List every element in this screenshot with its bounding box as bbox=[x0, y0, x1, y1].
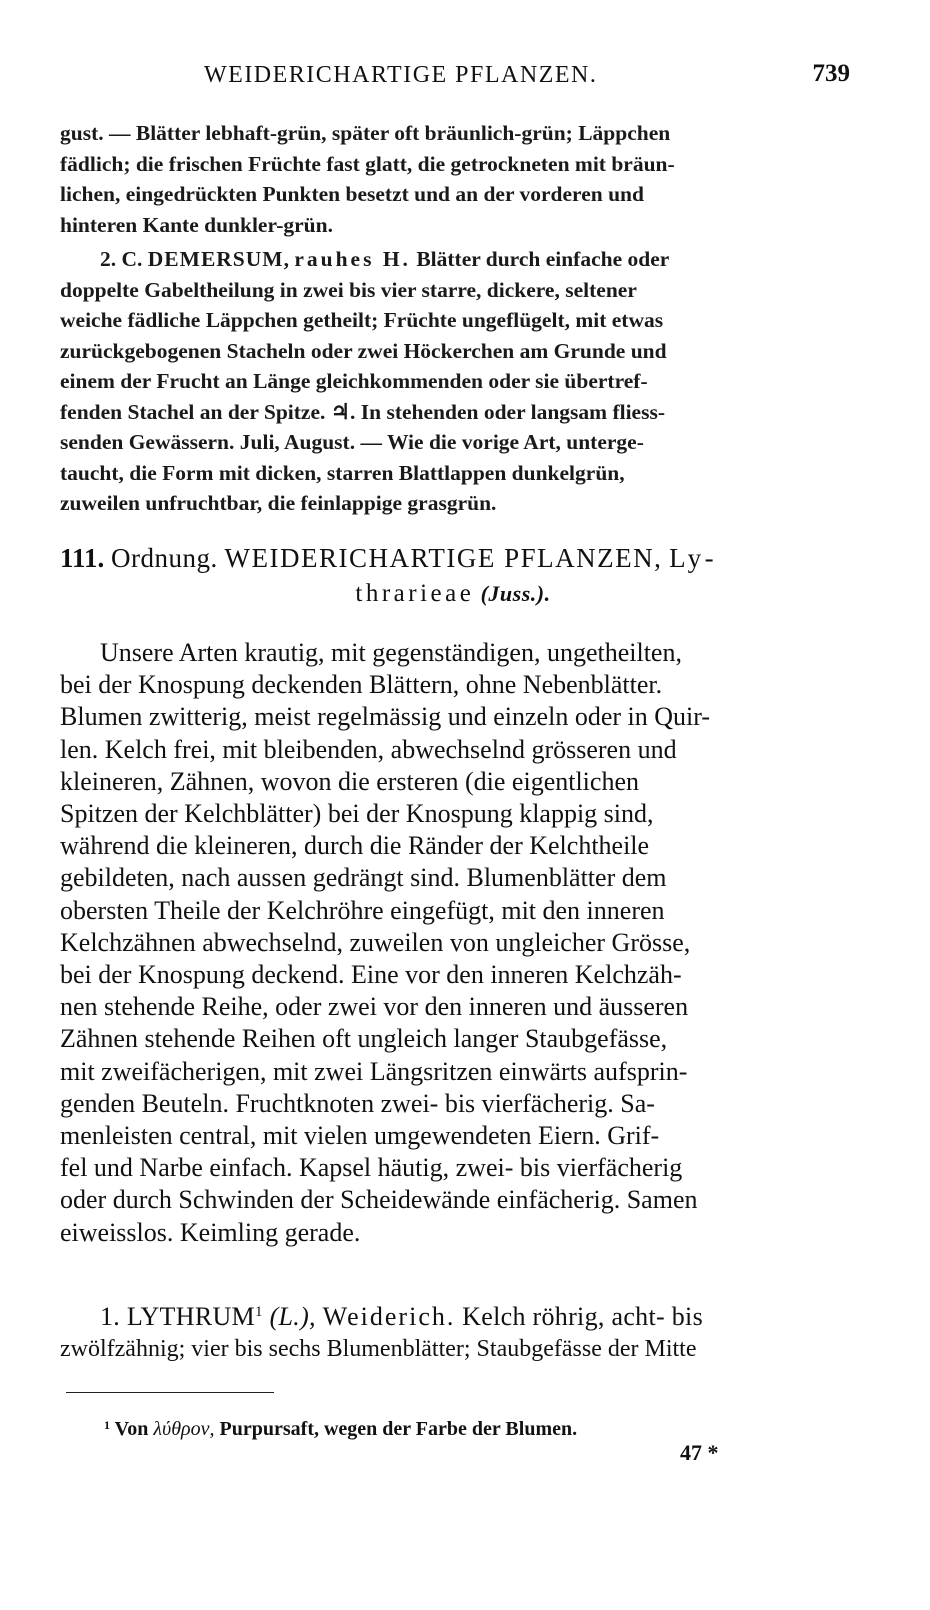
text-line: Zähnen stehende Reihen oft ungleich langer Staubgefässe, bbox=[60, 1024, 668, 1054]
text-line: obersten Theile der Kelchröhre eingefügt, mit den inneren bbox=[60, 895, 665, 925]
text-line: Blumen zwitterig, meist regelmässig und einzeln oder in Quir- bbox=[60, 702, 711, 732]
text-line: gebildeten, nach aussen gedrängt sind. Blumenblätter dem bbox=[60, 863, 667, 893]
species-entry-demersum bbox=[60, 244, 846, 519]
text-line: fädlich; die frischen Früchte fast glatt, die getrockneten mit bräun- bbox=[60, 151, 675, 176]
footnote-text: Purpursaft, wegen der Farbe der Blumen. bbox=[219, 1418, 578, 1440]
text-line: bei der Knospung deckend. Eine vor den inneren Kelchzäh- bbox=[60, 960, 682, 990]
page-header bbox=[60, 62, 850, 92]
text-line: genden Beuteln. Fruchtknoten zwei- bis vierfächerig. Sa- bbox=[60, 1088, 655, 1118]
page-number: 739 bbox=[812, 60, 850, 87]
running-title: WEIDERICHARTIGE PFLANZEN. bbox=[204, 62, 598, 88]
footnote-divider bbox=[66, 1392, 274, 1393]
text-line: senden Gewässern. Juli, August. — Wie die vorige Art, unterge- bbox=[60, 430, 644, 454]
text-line: lichen, eingedrückten Punkten besetzt und an der vorderen und bbox=[60, 182, 644, 206]
text-line: oder durch Schwinden der Scheidewände einfächerig. Samen bbox=[60, 1185, 698, 1215]
text-line: hinteren Kante dunkler-grün. bbox=[60, 212, 333, 237]
species-common-name: rauhes H. bbox=[294, 247, 411, 271]
order-latin-start: Ly- bbox=[669, 543, 718, 573]
genus-heading-line bbox=[60, 1296, 846, 1333]
genus-entry-lythrum bbox=[60, 1296, 846, 1365]
genus-authority: (L.), bbox=[269, 1302, 316, 1331]
text-line: kleineren, Zähnen, wovon die ersteren (die eigentlichen bbox=[60, 766, 639, 796]
footnote-reference: 1 bbox=[254, 1304, 263, 1320]
text-line: fenden Stachel an der Spitze. ♃. In stehenden oder langsam fliess- bbox=[60, 399, 665, 424]
text-line: Unsere Arten krautig, mit gegenständigen, ungetheilten, bbox=[100, 638, 682, 667]
text-line: zwölfzähnig; vier bis sechs Blumenblätter; Staubgefässe der Mitte bbox=[60, 1336, 697, 1363]
genus-common-name: Weiderich. bbox=[322, 1302, 456, 1331]
species-heading-line: 2. C. DEMERSUM, rauhes H. Blätter durch einfache oder bbox=[100, 247, 670, 271]
species-name: DEMERSUM bbox=[147, 247, 284, 271]
text-line: doppelte Gabeltheilung in zwei bis vier starre, dickere, seltener bbox=[60, 277, 637, 302]
text-line: Kelchzähnen abwechselnd, zuweilen von ungleicher Grösse, bbox=[60, 927, 691, 957]
order-word: Ordnung. bbox=[111, 543, 218, 573]
footnote-prefix: Von bbox=[114, 1418, 149, 1440]
text-line: einem der Frucht an Länge gleichkommenden oder sie übertref- bbox=[60, 369, 648, 393]
order-authority: (Juss.). bbox=[480, 581, 551, 606]
text-line: während die kleineren, durch die Ränder der Kelchtheile bbox=[60, 831, 650, 861]
text-line: eiweisslos. Keimling gerade. bbox=[60, 1217, 361, 1247]
text-line: gust. — Blätter lebhaft-grün, später oft bräunlich-grün; Läppchen bbox=[60, 121, 671, 145]
text-line: menleisten central, mit vielen umgewendeten Eiern. Grif- bbox=[60, 1121, 660, 1151]
text-line: Spitzen der Kelchblätter) bei der Knospung klappig sind, bbox=[60, 799, 654, 829]
printer-signature: 47 * bbox=[680, 1440, 719, 1465]
text-line: weiche fädliche Läppchen getheilt; Früchte ungeflügelt, mit etwas bbox=[60, 308, 664, 332]
genus-name: 1. LYTHRUM bbox=[100, 1302, 255, 1331]
footnote-greek-word: λύθρον, bbox=[153, 1418, 215, 1440]
order-title: WEIDERICHARTIGE PFLANZEN, bbox=[224, 543, 663, 573]
footnote-mark: 1 bbox=[104, 1418, 110, 1432]
order-heading-line-1 bbox=[60, 540, 846, 576]
order-heading-line-2 bbox=[60, 576, 846, 612]
footnote bbox=[104, 1418, 844, 1441]
order-number: 111. bbox=[60, 543, 105, 573]
order-latin-end: thrarieae bbox=[355, 580, 475, 607]
genus-text-start: Kelch röhrig, acht- bis bbox=[455, 1302, 703, 1331]
text-line: mit zweifächerigen, mit zwei Längsritzen einwärts aufsprin- bbox=[60, 1056, 688, 1086]
text-line: len. Kelch frei, mit bleibenden, abwechselnd grösseren und bbox=[60, 734, 677, 764]
order-heading bbox=[60, 540, 846, 612]
text-line: nen stehende Reihe, oder zwei vor den inneren und äusseren bbox=[60, 992, 689, 1022]
text-line: zurückgebogenen Stacheln oder zwei Höckerchen am Grunde und bbox=[60, 338, 667, 363]
order-description bbox=[60, 637, 846, 1249]
species-text-start: Blätter durch einfache oder bbox=[410, 247, 670, 271]
text-line: zuweilen unfruchtbar, die feinlappige grasgrün. bbox=[60, 491, 497, 515]
continuation-paragraph bbox=[60, 118, 846, 240]
text-line: fel und Narbe einfach. Kapsel häutig, zwei- bis vierfächerig bbox=[60, 1153, 683, 1183]
species-number: 2. C. bbox=[100, 247, 143, 271]
text-line: bei der Knospung deckenden Blättern, ohne Nebenblätter. bbox=[60, 670, 663, 700]
text-line: taucht, die Form mit dicken, starren Blattlappen dunkelgrün, bbox=[60, 460, 625, 485]
